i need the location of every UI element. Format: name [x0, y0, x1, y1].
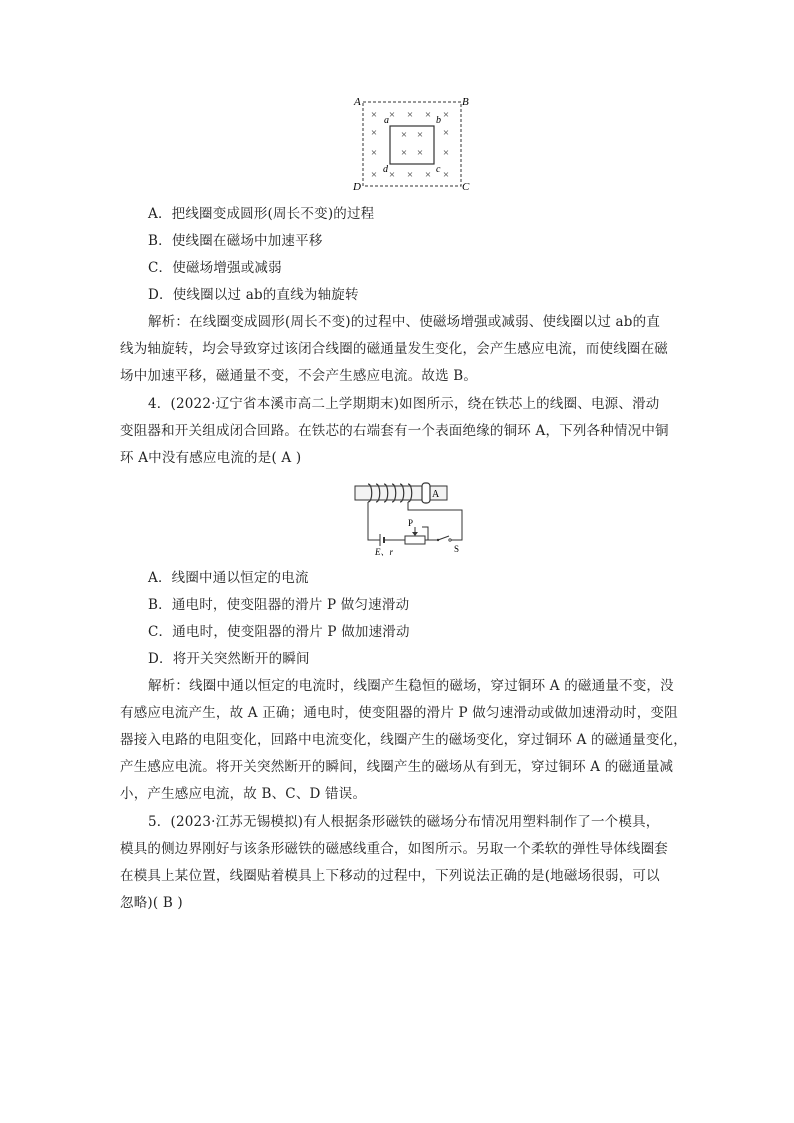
- switch-blade: [438, 536, 449, 540]
- q5-stem-line-2: 模具的侧边界刚好与该条形磁铁的磁感线重合，如图所示。另取一个柔软的弹性导体线圈套: [120, 841, 668, 857]
- field-cross-mark: ×: [400, 129, 408, 141]
- q4-stem-line-2: 变阻器和开关组成闭合回路。在铁芯的右端套有一个表面绝缘的铜环 A，下列各种情况中铜: [120, 423, 669, 439]
- field-cross-mark: ×: [442, 127, 450, 139]
- source-label: E、r: [375, 547, 394, 557]
- q5-stem-line-1: 5．(2023·江苏无锡模拟)有人根据条形磁铁的磁场分布情况用塑料制作了一个模具，: [148, 814, 660, 830]
- field-cross-mark: ×: [400, 147, 408, 159]
- field-cross-mark: ×: [416, 129, 424, 141]
- q5-stem-line-3: 在模具上某位置，线圈贴着模具上下移动的过程中，下列说法正确的是(地磁场很弱，可以: [120, 868, 660, 884]
- q4-analysis-line-1: 解析：线圈中通以恒定的电流时，线圈产生稳恒的磁场，穿过铜环 A 的磁通量不变，没: [148, 678, 674, 694]
- rheostat: [405, 536, 425, 544]
- field-cross-mark: ×: [406, 169, 414, 181]
- field-cross-mark: ×: [388, 109, 396, 121]
- q4-option-d: D．将开关突然断开的瞬间: [148, 651, 310, 667]
- coil-label-d: d: [383, 164, 388, 175]
- field-cross-mark: ×: [424, 169, 432, 181]
- q3-analysis-line-2: 线为轴旋转，均会导致穿过该闭合线圈的磁通量发生变化，会产生感应电流，而使线圈在磁: [120, 341, 668, 357]
- magnetic-field-figure: [348, 94, 478, 194]
- q4-analysis-line-5: 小，产生感应电流，故 B、C、D 错误。: [120, 786, 367, 802]
- q4-option-c: C．通电时，使变阻器的滑片 P 做加速滑动: [148, 624, 410, 640]
- field-cross-mark: ×: [388, 169, 396, 181]
- q4-analysis-line-2: 有感应电流产生，故 A 正确；通电时，使变阻器的滑片 P 做匀速滑动或做加速滑动时，变阻: [120, 705, 678, 721]
- ring-label: A: [432, 489, 440, 500]
- corner-label-D: D: [353, 181, 361, 193]
- q4-stem-line-1: 4．(2022·辽宁省本溪市高二上学期期末)如图所示，绕在铁芯上的线圈、电源、滑动: [148, 396, 660, 412]
- q3-option-a: A．把线圈变成圆形(周长不变)的过程: [148, 206, 375, 222]
- coil-label-b: b: [436, 115, 441, 126]
- q4-option-a: A．线圈中通以恒定的电流: [148, 570, 309, 586]
- slider-label: P: [408, 518, 414, 528]
- field-cross-mark: ×: [442, 147, 450, 159]
- q3-option-c: C．使磁场增强或减弱: [148, 260, 282, 276]
- field-cross-mark: ×: [424, 109, 432, 121]
- copper-ring: [422, 483, 430, 503]
- q4-analysis-line-3: 器接入电路的电阻变化，回路中电流变化，线圈产生的磁场变化，穿过铜环 A 的磁通量变化，: [120, 732, 687, 748]
- corner-label-B: B: [462, 96, 469, 108]
- field-cross-mark: ×: [370, 127, 378, 139]
- q3-analysis-line-1: 解析：在线圈变成圆形(周长不变)的过程中、使磁场增强或减弱、使线圈以过 ab的直: [148, 314, 661, 330]
- q4-stem-line-3: 环 A中没有感应电流的是( A ): [120, 450, 302, 466]
- q3-option-d: D．使线圈以过 ab的直线为轴旋转: [148, 287, 359, 303]
- switch-label: S: [454, 544, 460, 554]
- field-cross-mark: ×: [442, 169, 450, 181]
- solenoid-circuit-figure: [350, 480, 470, 560]
- q4-analysis-line-4: 产生感应电流。将开关突然断开的瞬间，线圈产生的磁场从有到无，穿过铜环 A 的磁通量减: [120, 759, 674, 775]
- field-cross-mark: ×: [442, 109, 450, 121]
- q5-stem-line-4: 忽略)( B ): [120, 895, 183, 911]
- coil-label-a: a: [384, 115, 389, 126]
- slider-arrow: [412, 532, 418, 536]
- coil-label-c: c: [436, 164, 441, 175]
- corner-label-C: C: [462, 181, 470, 193]
- field-cross-mark: ×: [370, 147, 378, 159]
- q3-analysis-line-3: 场中加速平移，磁通量不变，不会产生感应电流。故选 B。: [120, 368, 478, 384]
- q3-option-b: B．使线圈在磁场中加速平移: [148, 233, 323, 249]
- field-cross-mark: ×: [416, 147, 424, 159]
- field-cross-mark: ×: [406, 109, 414, 121]
- corner-label-A: A: [354, 96, 361, 108]
- field-cross-mark: ×: [370, 109, 378, 121]
- q4-option-b: B．通电时，使变阻器的滑片 P 做匀速滑动: [148, 597, 410, 613]
- field-cross-mark: ×: [370, 169, 378, 181]
- coil-abcd: [390, 126, 434, 164]
